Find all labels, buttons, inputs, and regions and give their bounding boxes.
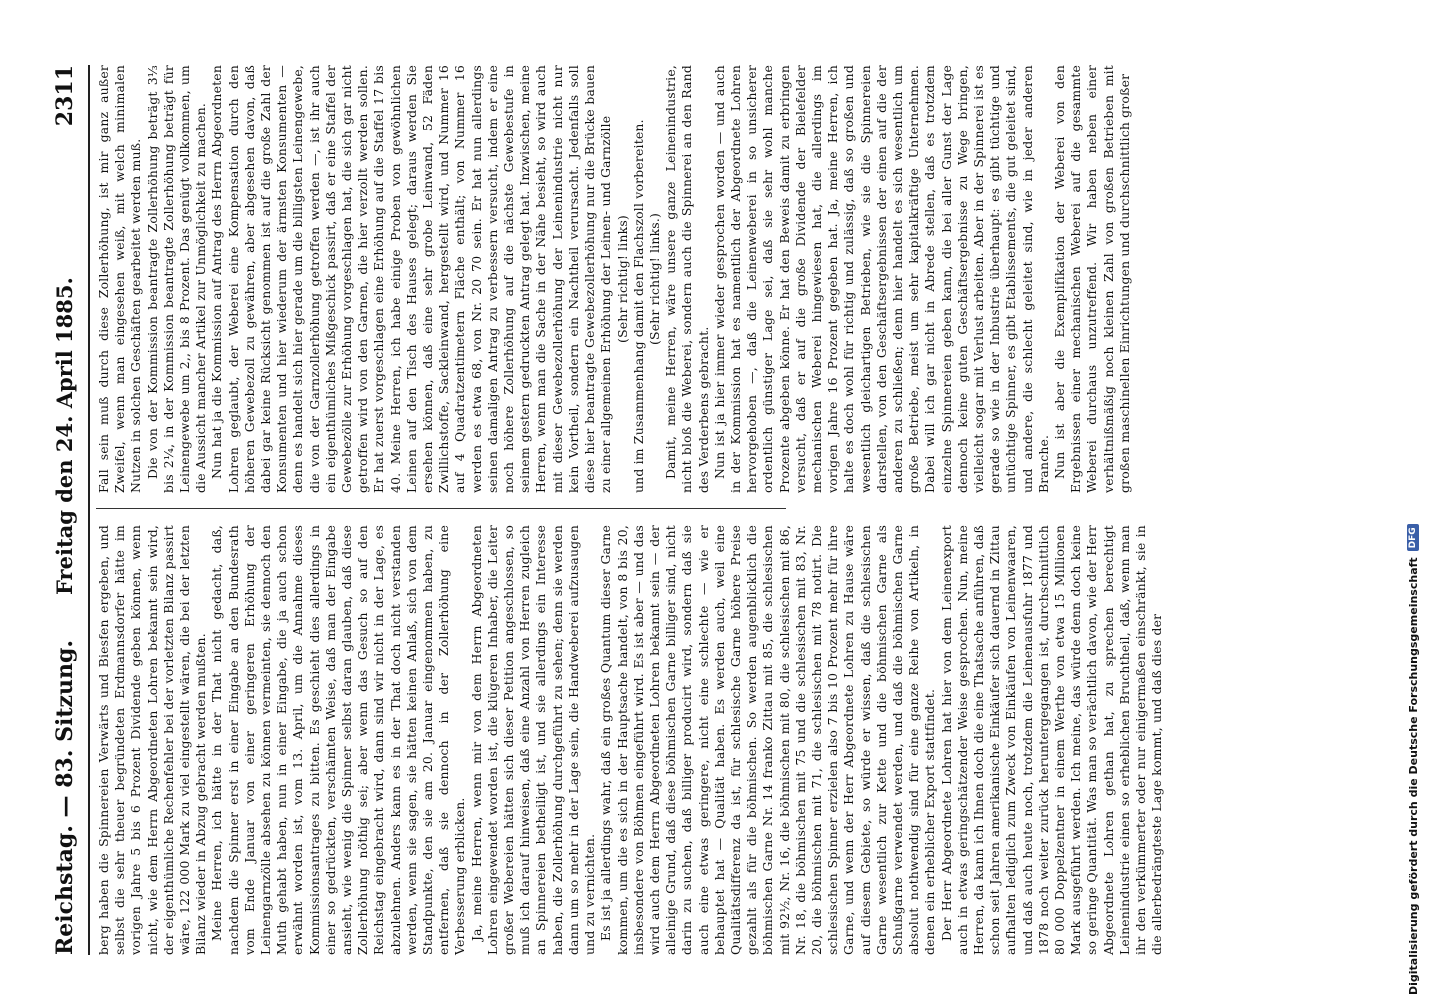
rotated-page-content	[50, 65, 1405, 955]
digitization-text: Digitalisierung gefördert durch die Deutsche Forschungsgemeinschaft	[1406, 557, 1420, 995]
paragraph: Nun hat ja die Kommission auf Antrag des Herrn Abgeordneten Lohren geglaubt, der Weberei eine Kompensation durch den höheren Gewebezoll zu gewähren, aber abgesehen davon, daß dabei gar keine Rücksicht genommen ist auf die große Zahl der Konsumenten und hier wiederum der ärmsten Konsumenten — denn es handelt sich hier gerade um die billigsten Leinengewebe, die von der Garnzollerhöhung getroffen werden —, ist ihr auch ein eigenthümliches Mißgeschick passirt, daß er eine Staffel der Gewebezölle zur Erhöhung vorgeschlagen hat, die sich gar nicht getroffen wird von den Garnen, die hier verzollt werden sollen. Er hat zuerst vorgeschlagen eine Erhöhung auf die Staffel 17 bis 40. Meine Herren, ich habe einige Proben von gewöhnlichen Leinen auf den Tisch des Hauses gelegt; daraus werden Sie ersehen können, daß eine sehr grobe Leinwand, 52 Fäden Zwillichstoffe, Sackleinwand, hergestellt wird, und Nummer 16 auf 4 Quadratzentimetern Fläche enthält; von Nummer 16 werden es etwa 68, von Nr. 20 70 sein. Er hat nun allerdings seinen damaligen Antrag zu verbessern versucht, indem er eine noch höhere Zollerhöhung auf die nächste Gewebestufe in seinem gestern gedruckten Antrag gelegt hat. Inzwischen, meine Herren, wenn man die Sache in der Nähe besieht, so wird auch mit dieser Gewebezollerhöhung der Leinenindustrie nicht nur kein Vortheil, sondern ein Nachtheil verursacht. Jedenfalls soll diese hier beantragte Gewebezollerhöhung nur die Brücke bauen zu einer allgemeinen Erhöhung der Leinen- und Garnzölle	[209, 65, 614, 493]
header-date: Freitag den 24. April 1885.	[52, 277, 77, 595]
paragraph: Der Herr Abgeordnete Lohren hat hier von dem Leinenexport auch in etwas geringschätzender Weise gesprochen. Nun, meine Herren, da kann ich Ihnen doch die eine Thatsache anführen, daß schon seit Jahren amerikanische Einkäufer sich dauernd in Zittau aufhalten lediglich zum Zweck von Einkäufen von Leinenwaaren, und daß auch heute noch, trotzdem die Leinenausfuhr 1877 und 1878 noch weiter zurück heruntergegangen ist, durchschnittlich 80 000 Doppelzentner in einem Werthe von etwa 15 Millionen Mark ausgeführt werden. Ich meine, das würde denn doch keine so geringe Quantität. Was man so verächtlich davon, wie der Herr Abgeordnete Lohren gethan hat, zu sprechen berechtigt Leinenindustrie einen so erheblichen Bruchtheil, daß, wenn man ihr den verkümmerter oder nur einigermaßen einschränkt, sie in die allerbedrängteste Lage kommt, und daß dies der	[938, 525, 1165, 955]
running-header	[50, 65, 84, 955]
interjection: (Sehr richtig! links)	[614, 215, 630, 343]
paragraph: Es ist ja allerdings wahr, daß ein großes Quantum dieser Garne kommen, um die es sich in der Hauptsache handelt, von 8 bis 20, insbesondere von Böhmen eingeführt wird. Es ist aber — und das wird auch dem Herrn Abgeordneten Lohren bekannt sein — der alleinige Grund, daß diese böhmischen Garne billiger sind, nicht darin zu suchen, daß billiger producirt wird, sondern daß sie auch eine etwas geringere, nicht eine schlechte — wie er behauptet hat — Qualität haben. Es werden auch, weil eine Qualitätsdifferenz da ist, für schlesische Garne höhere Preise gezahlt als für die böhmischen. So werden augenblicklich die böhmischen Garne Nr. 14 franko Zittau mit 85, die schlesischen mit 92½, Nr. 16, die böhmischen mit 80, die schlesischen mit 86, Nr. 18, die böhmischen mit 75 und die schlesischen mit 83, Nr. 20, die böhmischen mit 71, die schlesischen mit 78 notirt. Die schlesischen Spinner erzielen also 7 bis 10 Prozent mehr für ihre Garne, und wenn der Herr Abgeordnete Lohren zu Hause wäre auf diesem Gebiete, so würde er wissen, daß die schlesischen Garne wesentlich zur Kette und die böhmischen Garne als Schußgarne verwendet werden, und daß die böhmischen Garne absolut nothwendig sind für eine ganze Reihe von Artikeln, in denen ein erheblicher Export stattfindet.	[598, 525, 938, 955]
paragraph: Ja, meine Herren, wenn mir von dem Herrn Abgeordneten Lohren eingewendet worden ist, die klügeren Inhaber, die Leiter großer Webereien hätten sich dieser Petition angeschlossen, so muß ich darauf hinweisen, daß eine Anzahl von Herren zugleich an Spinnereien betheiligt ist, und sie allerdings ein Interesse haben, die Zollerhöhung durchgeführt zu sehen; denn sie werden dann um so mehr in der Lage sein, die Handweberei aufzusaugen und zu vernichten.	[468, 525, 598, 955]
paragraph: Die von der Kommission beantragte Zollerhöhung beträgt 3⅓ bis 2¼, in der Kommission beantragte Zollerhöhung beträgt für Leinengewebe um 2,, bis 8 Prozent. Das genügt vollkommen, um die Aussicht mancher Artikel zur Unmöglichkeit zu machen.	[144, 65, 209, 493]
interjection: (Sehr richtig! links.)	[646, 212, 662, 346]
text-column-right	[96, 65, 1132, 493]
paragraph: Nun ist aber die Exemplifikation der Weberei von den Ergebnissen einer mechanischen Weberei auf die gesammte Weberei durchaus unzutreffend. Wir haben neben einer verhältnißmäßig noch kleinen Zahl von großen Betrieben mit großen maschinellen Einrichtungen und durchschnittlich großer	[1051, 65, 1132, 493]
header-left: Reichstag. — 83. Sitzung.	[52, 639, 78, 955]
paragraph: und im Zusammenhang damit den Flachszoll vorbereiten.	[630, 119, 646, 493]
paragraph: Damit, meine Herren, wäre unsere ganze Leinenindustrie, nicht bloß die Weberei, sondern auch die Spinnerei an den Rand des Verderbens gebracht.	[663, 65, 711, 493]
column-divider	[96, 508, 786, 509]
page-number: 2311	[52, 65, 78, 127]
text-column-left	[96, 525, 1165, 955]
header-rule	[88, 65, 90, 955]
paragraph: Meine Herren, ich hätte in der That nicht gedacht, daß, nachdem die Spinner erst in einer Eingabe an den Bundesrath vom Ende Januar von einer geringeren Erhöhung der Leinengarnzölle absehen zu können vermeinten, sie dennoch den Muth gehabt haben, nun in einer Eingabe, die ja auch schon erwähnt worden ist, vom 13. April, um die Annahme dieses Kommissionsantrages zu bitten. Es geschieht dies allerdings in einer so gedrückten, verschämten Weise, daß man der Eingabe ansieht, wie wenig die Spinner selbst daran glauben, daß diese Zollerhöhung nöthig sei; aber wenn das Gesuch so auf den Reichstag eingebracht wird, dann sind wir nicht in der Lage, es abzulehnen. Anders kann es in der That doch nicht verstanden werden, wenn sie sagen, sie hätten keinen Anlaß, sich von dem Standpunkte, den sie am 20. Januar eingenommen haben, zu entfernen, daß sie dennoch in der Zollerhöhung eine Verbesserung erblicken.	[209, 525, 468, 955]
digitization-note	[1405, 0, 1421, 995]
paragraph: Fall sein muß durch diese Zollerhöhung, ist mir ganz außer Zweifel, wenn man eingesehen weiß, mit welch minimalen Nutzen in solchen Geschäften gearbeitet werden muß.	[96, 65, 144, 493]
paragraph: berg haben die Spinnereien Verwärts und Biesfen ergeben, und selbst die sehr theuer begründeten Erdmannsdorfer hätte im vorigen Jahre 5 bis 6 Prozent Dividende geben können, wenn nicht, wie dem Herrn Abgeordneten Lohren bekannt sein wird, der eigenthümliche Rechenfehler bei der vorletzten Bilanz passirt wäre, 122 000 Mark zu viel eingestellt wären, die bei der letzten Bilanz wieder in Abzug gebracht werden mußten.	[96, 525, 209, 955]
dfg-logo: DFG	[1407, 524, 1419, 551]
paragraph: Nun ist ja hier immer wieder gesprochen worden — und auch in der Kommission hat es namentlich der Abgeordnete Lohren hervorgehoben —, daß die Leinenweberei in so unsicherer ordentlich günstiger Lage sei, daß sie sehr wohl manche Prozente abgeben könne. Er hat den Beweis damit zu erbringen versucht, daß er auf die große Dividende der Bielefelder mechanischen Weberei hingewiesen hat, die allerdings im vorigen Jahre 16 Prozent gegeben hat. Ja, meine Herren, ich halte es doch wohl für richtig und zulässig, daß so großen und wesentlich gleichartigen Betrieben, wie sie die Spinnereien darstellen, von den Geschäftsergebnissen der einen auf die der anderen zu schließen; denn hier handelt es sich wesentlich um große Betriebe, meist um sehr kapitalkräftige Unternehmen. Dabei will ich gar nicht in Abrede stellen, daß es trotzdem einzelne Spinnereien geben kann, die bei aller Gunst der Lage dennoch keine guten Geschäftsergebnisse zu Wege bringen, vielleicht sogar mit Verlust arbeiten. Aber in der Spinnerei ist es gerade so wie in der Inbustrie überhaupt: es gibt tüchtige und untüchtige Spinner, es gibt Etablissements, die gut geleitet sind, und andere, die schlecht geleitet sind, wie in jeder anderen Branche.	[711, 65, 1051, 493]
